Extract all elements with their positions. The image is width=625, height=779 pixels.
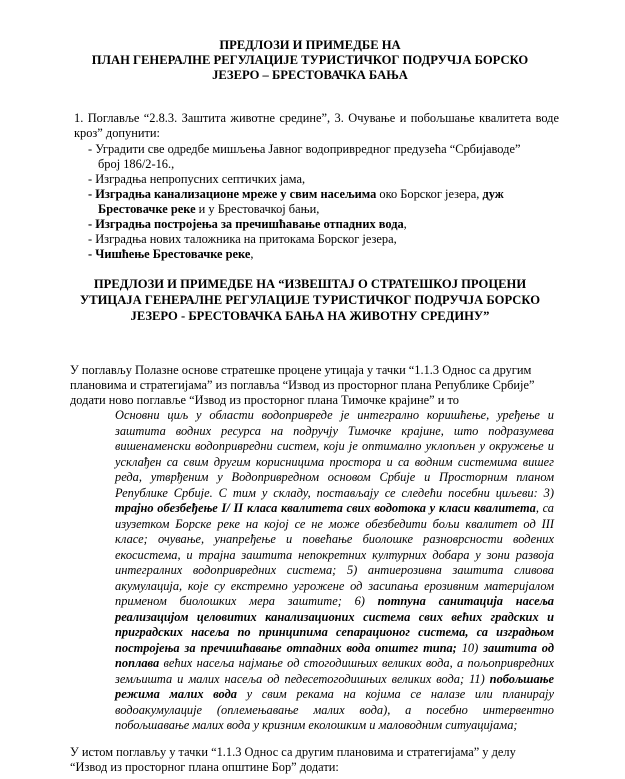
bold-text: потпуна санитација насеља реализацијом целовитих канализационих система свих већих градских и приградских насеља по принципима сепарационог система, са изградњом постројења за пречишћавање отпадних вода општег типа; <box>115 594 554 655</box>
text: , <box>403 217 407 231</box>
paragraph-2: У поглављу Полазне основе стратешке процене утицаја у тачки “1.1.3 Однос са другим плановима и стратегијама” из поглавља “Извод из просторног плана Републике Србије” додати ново поглавље “Извод из просторног плана Тимочке крајине” и то <box>70 363 535 407</box>
title-line: ЈЕЗЕРО – БРЕСТОВАЧКА БАЊА <box>212 68 408 82</box>
text: већих насеља најмање од стогодишњих великих вода, а пољопривредних земљишта и малих насеља од педесетогодишњих великих вода; 11) <box>115 656 554 686</box>
amendment-list <box>88 142 558 262</box>
list-item <box>88 217 558 232</box>
bold-text: - Чишћење Брестовачке реке <box>88 247 251 261</box>
quoted-excerpt <box>115 408 554 734</box>
text: око Борског језера, <box>376 187 483 201</box>
list-item: - Уградити све одредбе мишљења Јавног водопривредног предузећа “Србијаводе” <box>88 142 521 156</box>
text: , <box>250 247 254 261</box>
list-item <box>88 247 558 262</box>
text: у свим рекама на којима се налазе или планирају водоакумулације (оплемењавање малих вода), а посебно интервентно побољшавање малих вода у кризним еколошким и маловодним ситуацијама; <box>115 687 554 732</box>
title-line: ПЛАН ГЕНЕРАЛНЕ РЕГУЛАЦИЈЕ ТУРИСТИЧКОГ ПОДРУЧЈА БОРСКО <box>91 53 529 67</box>
document-title <box>60 38 560 83</box>
section-title <box>60 276 560 324</box>
text: , са изузетком Борске реке на којој се не може обезбедити бољи квалитет од III класе; очување, унапређење и повећање биолошке разноврсности водених екосистема, и трајна заштита непокретних културних добара у зони развоја интегралних водопривредних система; 5) антиерозивна заштита сливова акумулација, које су екстремно угрожене од засипања ерозивним материјалом применом биолошких мера заштите; 6) <box>115 501 554 608</box>
paragraph-3: У истом поглављу у тачки “1.1.3 Однос са другим плановима и стратегијама” у делу “Извод из просторног плана општине Бор” додати: <box>70 745 516 774</box>
list-item: - Изградња непропусних септичких јама, <box>88 172 306 186</box>
paragraph-1: 1. Поглавље “2.8.3. Заштита животне средине”, 3. Очување и побољшање квалитета воде кроз” допунити: <box>74 111 559 140</box>
text: и у Брестовачкој бањи, <box>195 202 320 216</box>
text: 10) <box>456 640 484 655</box>
title-line: УТИЦАЈА ГЕНЕРАЛНЕ РЕГУЛАЦИЈЕ ТУРИСТИЧКОГ ПОДРУЧЈА БОРСКО <box>79 293 541 307</box>
bold-text: заштита од поплава <box>115 640 554 670</box>
bold-text: трајно обезбеђење I/ II класа квалитета свих водотока у класи квалитета <box>115 501 536 515</box>
list-item-continuation <box>88 202 558 217</box>
list-item-continuation: број 186/2-16., <box>98 157 175 171</box>
text: Основни циљ у области водопривреде је интегрално коришћење, уређење и заштита водних ресурса на подручју Тимочке крајине, што подразумева вишенаменски водопривредни систем, који је оптимално уклопљен у окружење и усклађен са свим другим корисницима простора и са водним системима вишег реда, утврђеним у Водопривредном основом Србије и Просторним планом Републике Србије. С тим у складу, постављају се следећи посебни циљеви: 3) <box>115 408 554 500</box>
list-item <box>88 187 558 202</box>
list-item: - Изградња нових таложника на притокама Борског језера, <box>88 232 397 246</box>
bold-text: - Изградња канализационе мреже у свим насељима <box>88 187 377 201</box>
bold-text: побољшање режима малих вода <box>115 671 554 701</box>
bold-text: - Изградња постројења за пречишћавање отпадних вода <box>88 217 404 231</box>
title-line: ПРЕДЛОЗИ И ПРИМЕДБЕ НА “ИЗВЕШТАЈ О СТРАТЕШКОЈ ПРОЦЕНИ <box>93 277 527 291</box>
title-line: ЈЕЗЕРО - БРЕСТОВАЧКА БАЊА НА ЖИВОТНУ СРЕДИНУ” <box>130 309 490 323</box>
bold-text: Брестовачке реке <box>98 202 196 216</box>
title-line: ПРЕДЛОЗИ И ПРИМЕДБЕ НА <box>219 38 401 52</box>
bold-text: дуж <box>482 187 504 201</box>
